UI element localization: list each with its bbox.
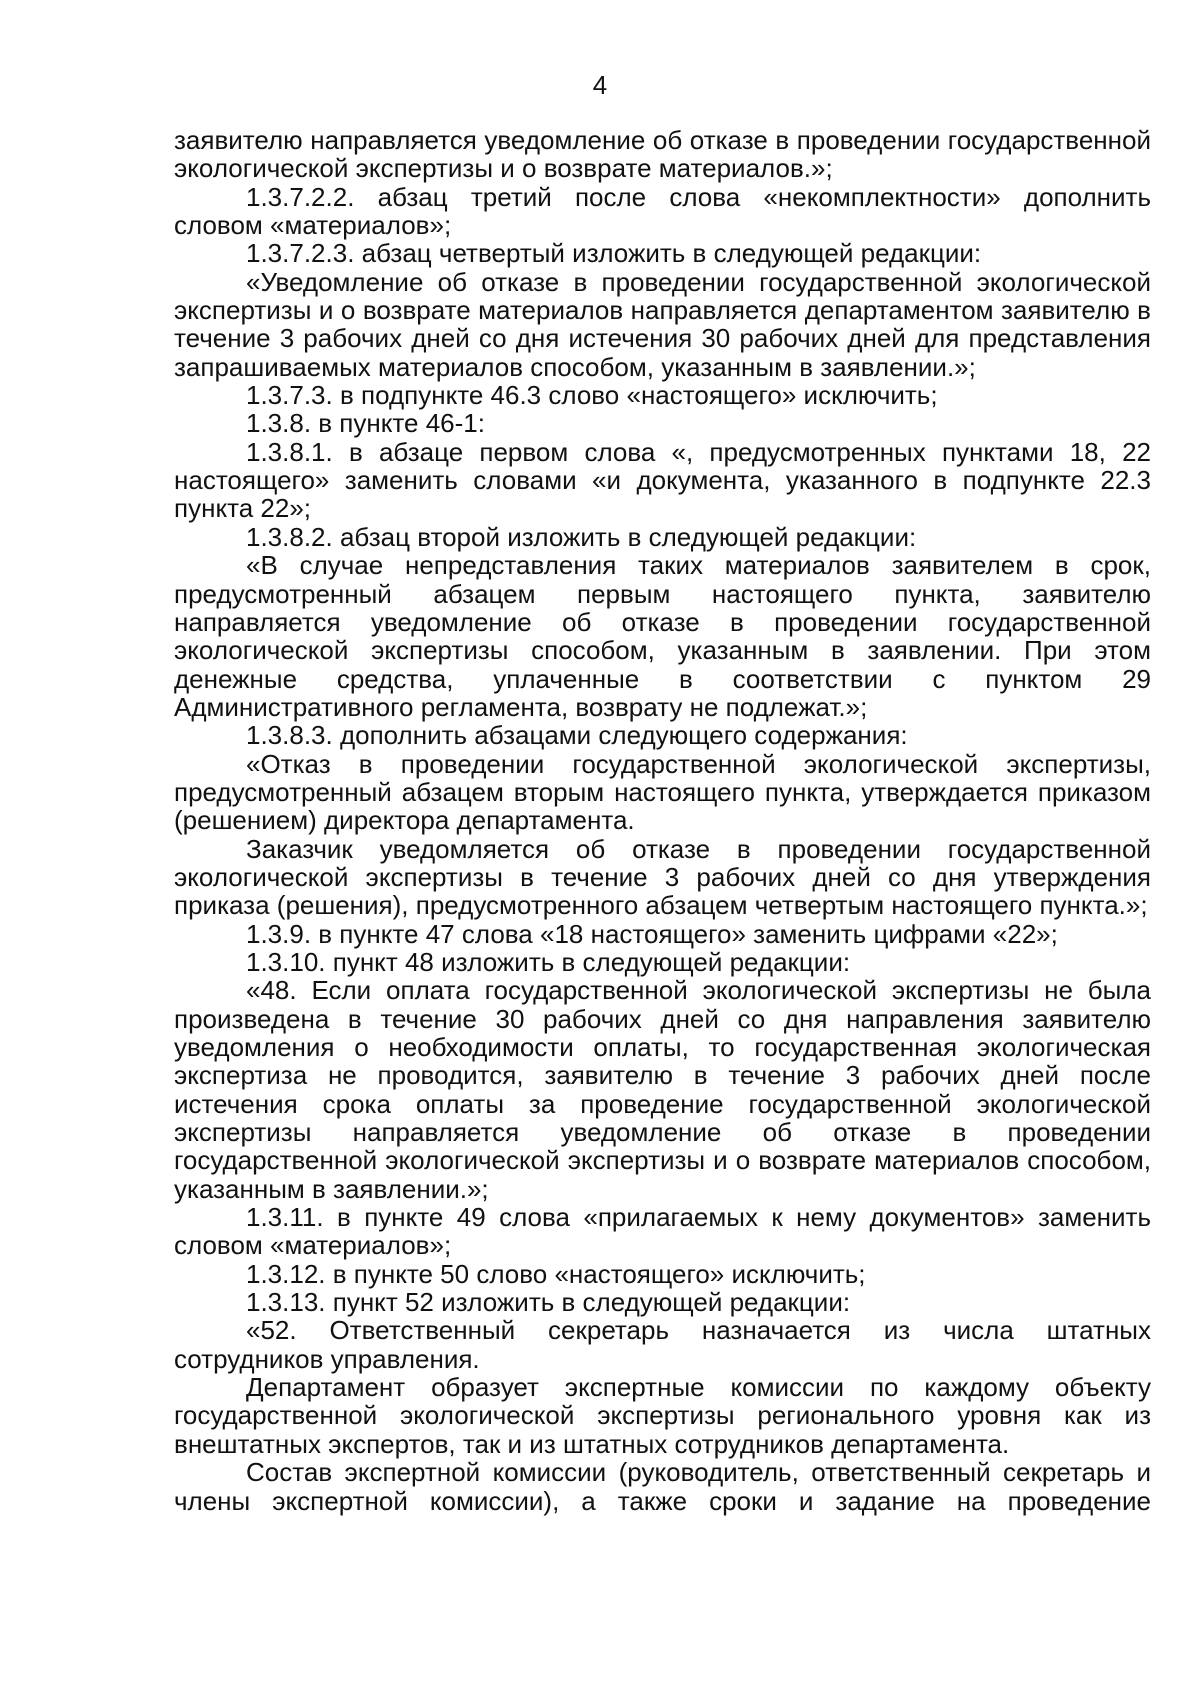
paragraph: 1.3.11. в пункте 49 слова «прилагаемых к нему документов» заменить словом «материалов»; bbox=[174, 1202, 1151, 1261]
paragraph: «Уведомление об отказе в проведении государственной экологической экспертизы и о возврате материалов направляется департаментом заявителю в течение 3 рабочих дней со дня истечения 30 рабочих дней для представления запрашиваемых материалов способом, указанным в заявлении.»; bbox=[174, 266, 1151, 382]
paragraph: 1.3.7.2.2. абзац третий после слова «некомплектности» дополнить словом «материалов»; bbox=[174, 181, 1151, 241]
paragraph: Заказчик уведомляется об отказе в проведении государственной экологической экспертизы в течение 3 рабочих дней со дня утверждения приказа (решения), предусмотренного абзацем четвертым настоящего пункта.»; bbox=[174, 833, 1151, 921]
paragraph: 1.3.9. в пункте 47 слова «18 настоящего» заменить цифрами «22»; bbox=[246, 918, 1058, 949]
paragraph: заявителю направляется уведомление об отказе в проведении государственной экологической экспертизы и о возврате материалов.»; bbox=[174, 125, 1151, 184]
paragraph: «52. Ответственный секретарь назначается из числа штатных сотрудников управления. bbox=[174, 1315, 1151, 1374]
paragraph: Департамент образует экспертные комиссии по каждому объекту государственной экологической экспертизы регионального уровня как из внештатных экспертов, так и из штатных сотрудников департамента. bbox=[174, 1372, 1151, 1459]
paragraph: 1.3.8.2. абзац второй изложить в следующей редакции: bbox=[246, 521, 917, 552]
page-number: 4 bbox=[592, 70, 608, 100]
paragraph: Состав экспертной комиссии (руководитель, ответственный секретарь и члены экспертной комиссии), а также сроки и задание на проведение bbox=[174, 1457, 1151, 1516]
paragraph: 1.3.7.2.3. абзац четвертый изложить в следующей редакции: bbox=[246, 238, 982, 269]
paragraph: 1.3.7.3. в подпункте 46.3 слово «настоящего» исключить; bbox=[246, 380, 938, 411]
document-body bbox=[174, 126, 1151, 1515]
paragraph: 1.3.8. в пункте 46-1: bbox=[246, 408, 485, 439]
paragraph: 1.3.10. пункт 48 изложить в следующей редакции: bbox=[246, 946, 851, 977]
paragraph: 1.3.8.1. в абзаце первом слова «, предусмотренных пунктами 18, 22 настоящего» заменить словами «и документа, указанного в подпункте 22.3 пункта 22»; bbox=[174, 436, 1151, 524]
paragraph: «Отказ в проведении государственной экологической экспертизы, предусмотренный абзацем вторым настоящего пункта, утверждается приказом (решением) директора департамента. bbox=[174, 748, 1151, 836]
paragraph: «В случае непредставления таких материалов заявителем в срок, предусмотренный абзацем первым настоящего пункта, заявителю направляется уведомление об отказе в проведении государственной экологической экспертизы способом, указанным в заявлении. При этом денежные средства, уплаченные в соответствии с пунктом 29 Административного регламента, возврату не подлежат.»; bbox=[174, 550, 1151, 722]
paragraph: 1.3.12. в пункте 50 слово «настоящего» исключить; bbox=[246, 1258, 866, 1289]
paragraph: «48. Если оплата государственной экологической экспертизы не была произведена в течение 30 рабочих дней со дня направления заявителю уведомления о необходимости оплаты, то государственная экологическая экспертиза не проводится, заявителю в течение 3 рабочих дней после истечения срока оплаты за проведение государственной экологической экспертизы направляется уведомление об отказе в проведении государственной экологической экспертизы и о возврате материалов способом, указанным в заявлении.»; bbox=[174, 975, 1151, 1204]
paragraph: 1.3.13. пункт 52 изложить в следующей редакции: bbox=[246, 1287, 851, 1318]
paragraph: 1.3.8.3. дополнить абзацами следующего содержания: bbox=[246, 720, 908, 751]
